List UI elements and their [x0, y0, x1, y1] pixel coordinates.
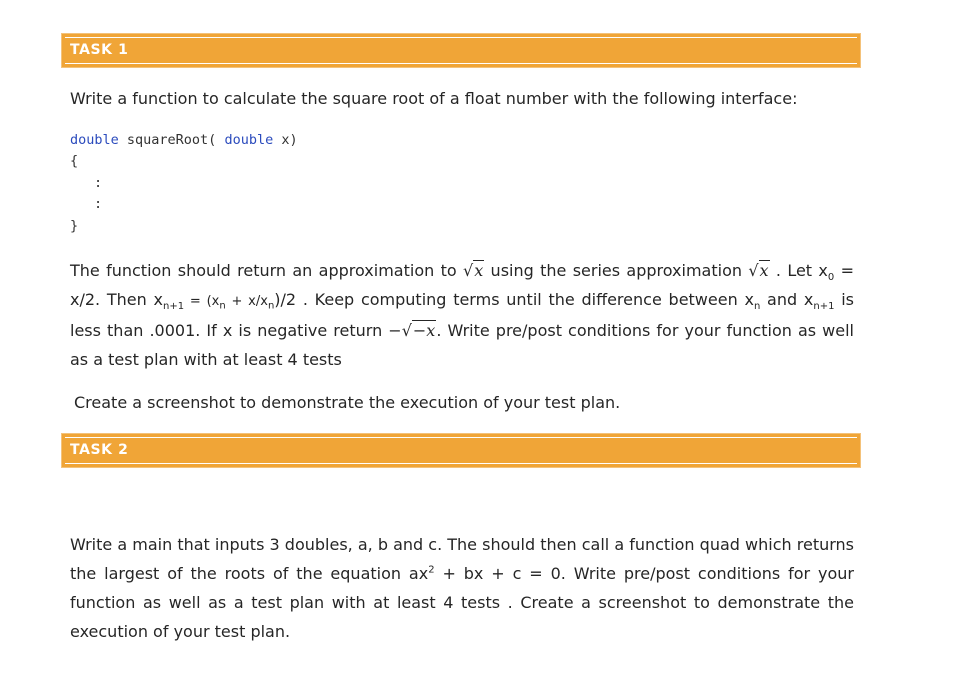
task-1-header [61, 33, 861, 68]
task-2-title: TASK 2 [70, 442, 129, 458]
task-2-header [61, 433, 861, 468]
task-1-intro: Write a function to calculate the square root of a float number with the following interface: [70, 89, 798, 108]
code-signature: double squareRoot( double x) [70, 132, 298, 148]
code-ellipsis-2: : [94, 196, 103, 212]
task-1-title: TASK 1 [70, 42, 129, 58]
code-ellipsis-1: : [94, 175, 103, 191]
task-1-description: The function should return an approximation to √x using the series approximation √x . Let $x_0 = x/2$. Then $x_{n+1} = (x_n + x/x_n)/2$ . Keep computing terms until the difference between $x_n$ and $x_{n+1}$ is less than .0001. If x is negative return −√−x. Write pre/post conditions for your function as well as a test plan with at least 4 tests [70, 261, 855, 369]
task-2-description: Write a main that inputs 3 doubles, a, b and c. The should then call a function quad which returns the largest of the roots of the equation $ax^2$ + bx + c = 0. Write pre/post conditions for your function as well as a test plan with at least 4 tests . Create a screenshot to demonstrate the execution of your test plan. [70, 535, 854, 641]
code-open-brace: { [70, 153, 79, 169]
sqrt-x-symbol: √x [462, 261, 484, 280]
code-close-brace: } [70, 218, 79, 234]
neg-sqrt-symbol: −√−x [388, 321, 436, 340]
task-1-screenshot-note: Create a screenshot to demonstrate the execution of your test plan. [74, 393, 621, 412]
sqrt-x-symbol-2: √x [748, 261, 769, 280]
